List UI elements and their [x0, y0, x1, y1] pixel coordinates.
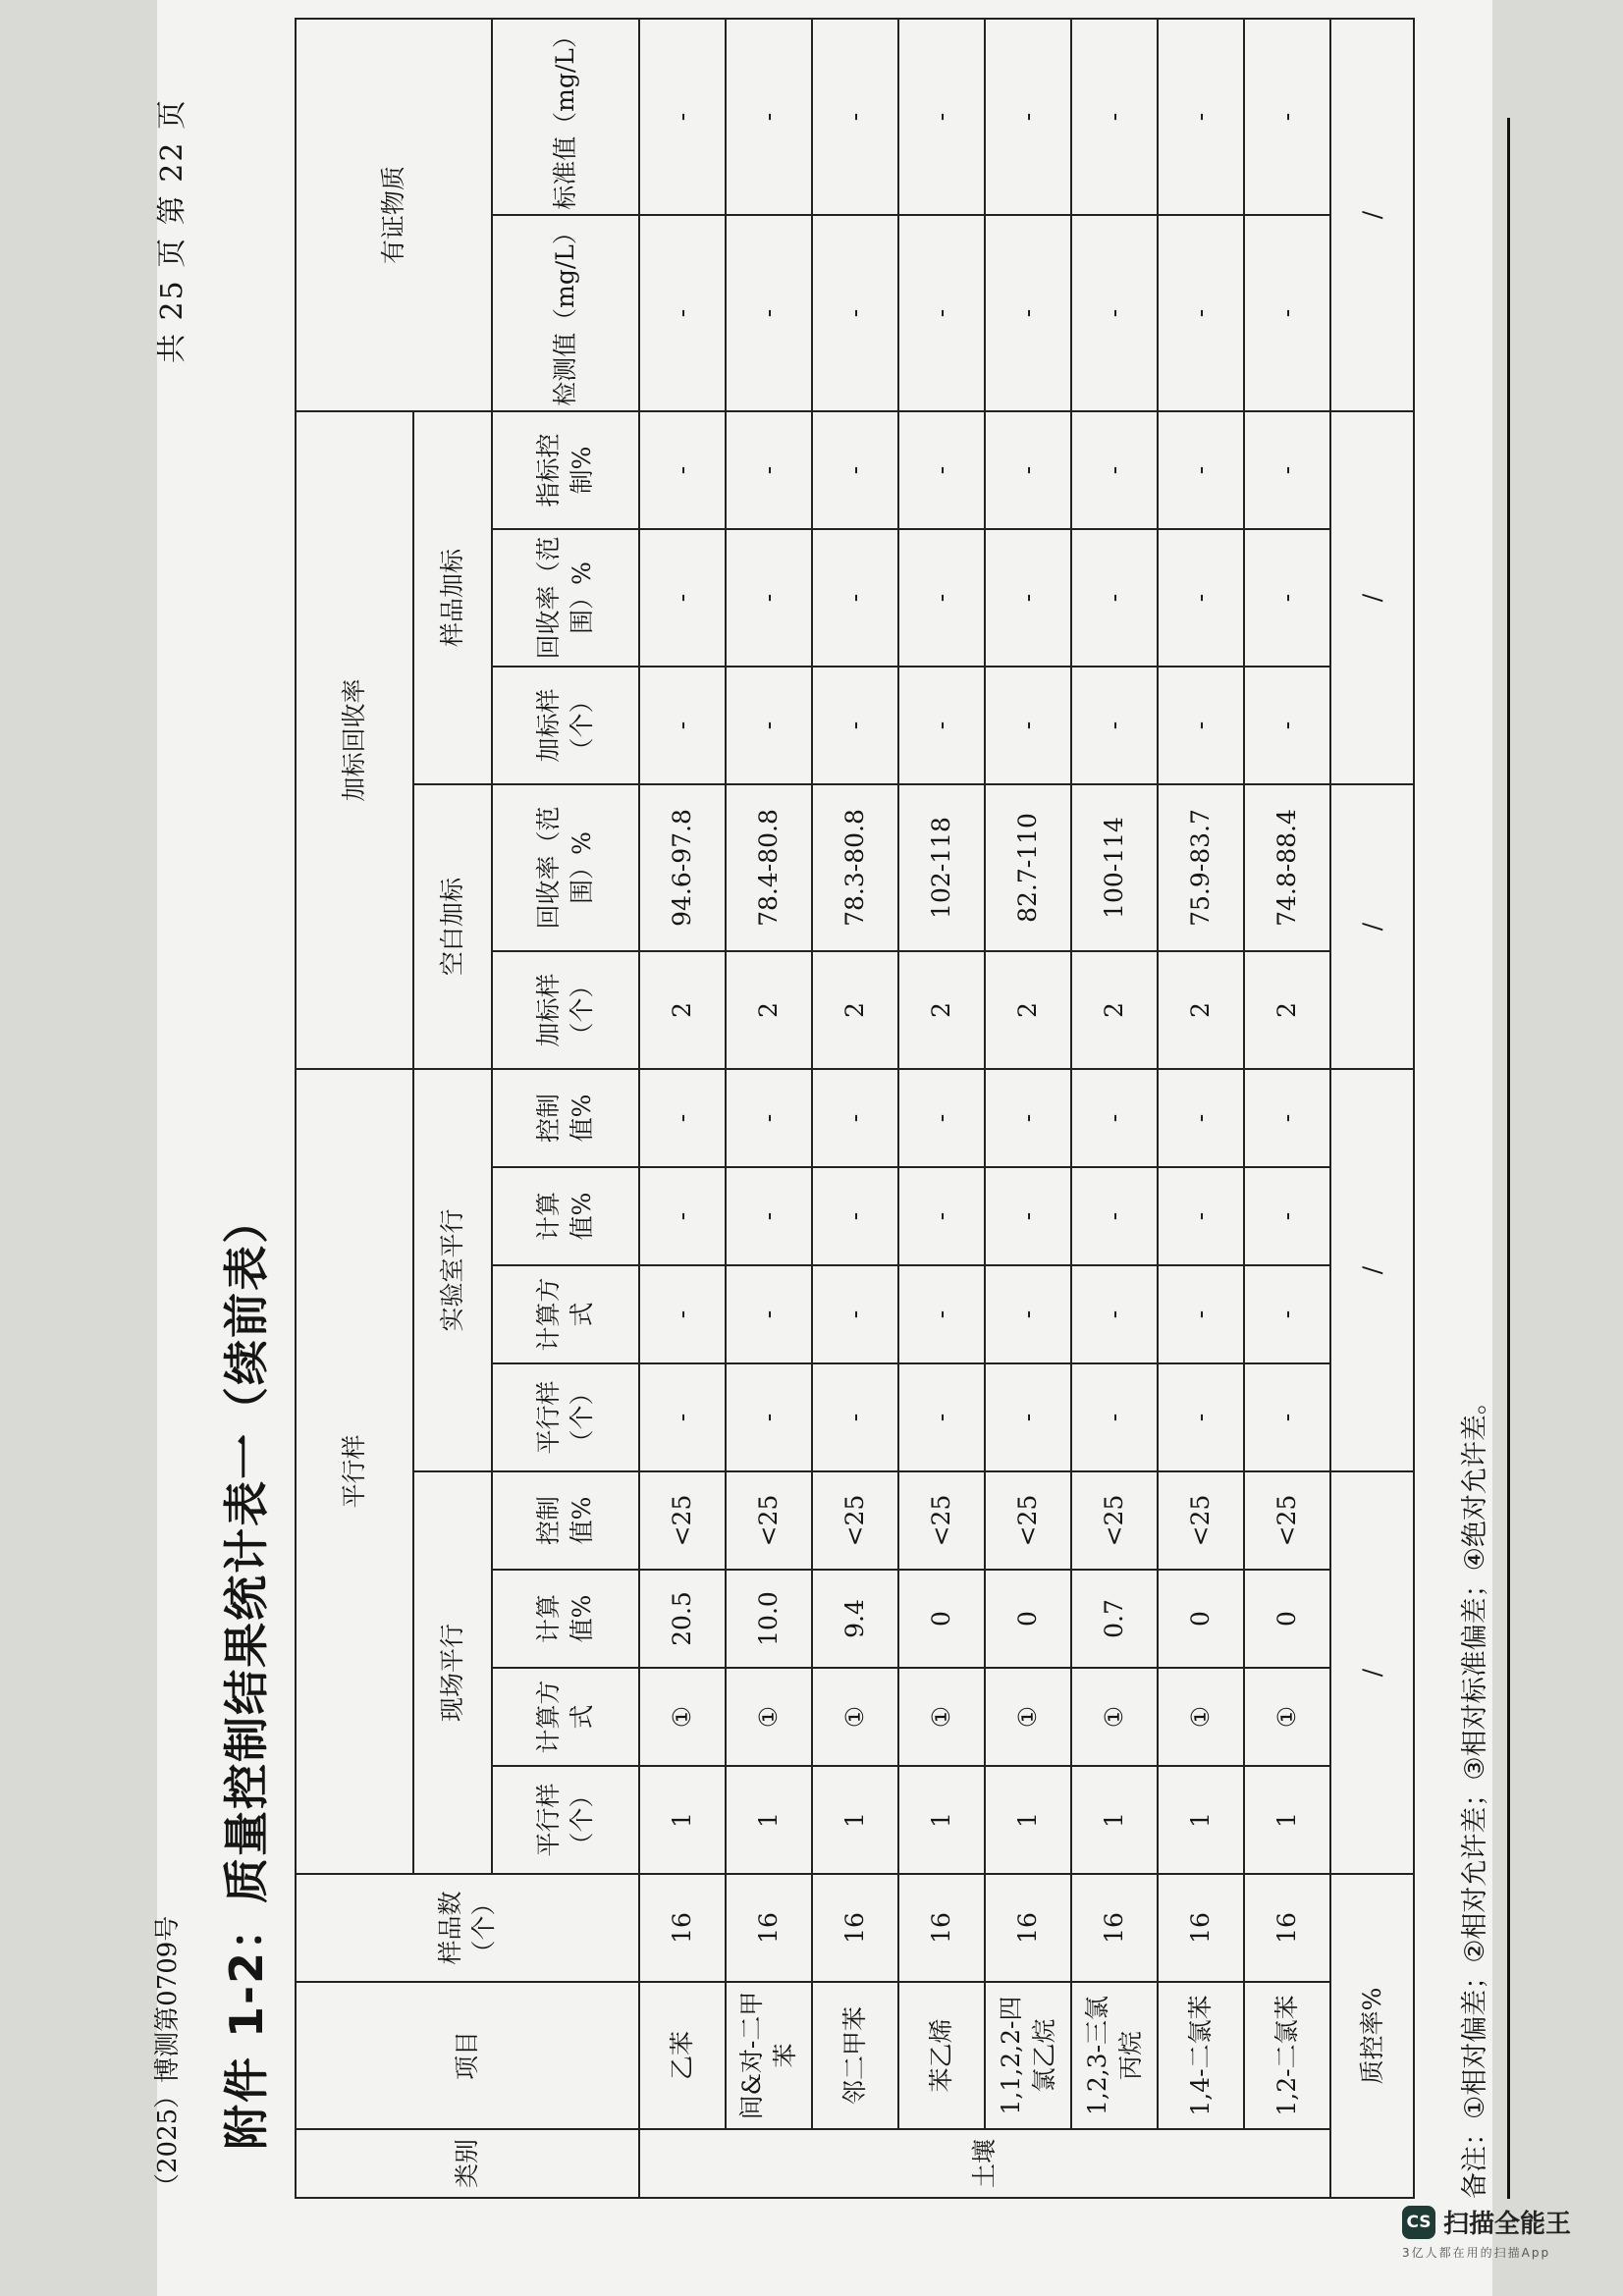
scanner-watermark — [1402, 2204, 1571, 2261]
cell-fp-n: 1 — [898, 1766, 985, 1874]
cell-lp-v: - — [1158, 1167, 1244, 1265]
cell-ms-c: - — [1244, 411, 1330, 529]
cell-ms-c: - — [1071, 411, 1158, 529]
cell-fp-c: <25 — [1158, 1471, 1244, 1570]
cell-bs-r: 75.9-83.7 — [1158, 784, 1244, 951]
cell-lp-m: - — [985, 1265, 1071, 1363]
header-matrix-spike: 样品加标 — [413, 411, 492, 784]
header-lab-control: 控制值% — [492, 1069, 639, 1167]
header-matrix-spike-n: 加标样（个） — [492, 667, 639, 784]
qc-rate-crm: / — [1330, 19, 1414, 411]
camscanner-logo-icon: CS — [1402, 2206, 1435, 2239]
cell-crm-s: - — [985, 19, 1071, 215]
cell-ms-n: - — [1244, 667, 1330, 784]
table-notes: 备注：①相对偏差；②相对允许差；③相对标准偏差；④绝对允许差。 — [1460, 1388, 1490, 2199]
header-category: 类别 — [296, 2129, 639, 2198]
cell-bs-r: 100-114 — [1071, 784, 1158, 951]
cell-bs-n: 2 — [812, 951, 898, 1069]
cell-fp-c: <25 — [898, 1471, 985, 1570]
cell-n: 16 — [985, 1874, 1071, 1982]
cell-lp-c: - — [639, 1069, 726, 1167]
cell-crm-m: - — [985, 215, 1071, 411]
cell-n: 16 — [726, 1874, 812, 1982]
cell-lp-m: - — [1071, 1265, 1158, 1363]
watermark-slogan: 3亿人都在用的扫描App — [1402, 2246, 1551, 2260]
cell-ms-c: - — [898, 411, 985, 529]
cell-ms-n: - — [1071, 667, 1158, 784]
cell-crm-m: - — [812, 215, 898, 411]
cell-crm-m: - — [1244, 215, 1330, 411]
header-parallel: 平行样 — [296, 1069, 413, 1874]
table-row — [1244, 19, 1330, 2198]
cell-fp-n: 1 — [1158, 1766, 1244, 1874]
cell-fp-v: 0 — [985, 1570, 1071, 1668]
cell-bs-n: 2 — [898, 951, 985, 1069]
cell-fp-c: <25 — [1071, 1471, 1158, 1570]
cell-item: 邻二甲苯 — [812, 1982, 898, 2129]
table-row — [898, 19, 985, 2198]
qc-rate-row — [1330, 19, 1414, 2198]
header-field-par-n: 平行样（个） — [492, 1766, 639, 1874]
cell-crm-m: - — [639, 215, 726, 411]
cell-ms-c: - — [812, 411, 898, 529]
cell-fp-m: ① — [1071, 1668, 1158, 1766]
table-row — [726, 19, 812, 2198]
cell-crm-s: - — [726, 19, 812, 215]
page-info: 共 25 页 第 22 页 — [155, 98, 189, 364]
cell-lp-m: - — [1244, 1265, 1330, 1363]
header-blank-spike: 空白加标 — [413, 784, 492, 1069]
cell-fp-v: 10.0 — [726, 1570, 812, 1668]
cell-ms-n: - — [898, 667, 985, 784]
category-cell: 土壤 — [639, 2129, 1330, 2198]
cell-lp-v: - — [639, 1167, 726, 1265]
cell-lp-c: - — [1158, 1069, 1244, 1167]
cell-n: 16 — [1158, 1874, 1244, 1982]
cell-fp-m: ① — [1244, 1668, 1330, 1766]
cell-fp-c: <25 — [812, 1471, 898, 1570]
cell-fp-c: <25 — [1244, 1471, 1330, 1570]
qc-rate-label: 质控率% — [1330, 1874, 1414, 2198]
cell-ms-r: - — [898, 529, 985, 667]
cell-item: 1,4-二氯苯 — [1158, 1982, 1244, 2129]
document-page — [147, 24, 1623, 2209]
cell-ms-c: - — [985, 411, 1071, 529]
table-title: 附件 1-2：质量控制结果统计表一（续前表） — [220, 1196, 273, 2150]
cell-lp-m: - — [1158, 1265, 1244, 1363]
cell-ms-n: - — [726, 667, 812, 784]
cell-ms-r: - — [985, 529, 1071, 667]
cell-ms-r: - — [1158, 529, 1244, 667]
cell-ms-r: - — [1071, 529, 1158, 667]
cell-item: 1,2-二氯苯 — [1244, 1982, 1330, 2129]
cell-ms-n: - — [1158, 667, 1244, 784]
cell-crm-s: - — [639, 19, 726, 215]
table-row — [1071, 19, 1158, 2198]
header-item: 项目 — [296, 1982, 639, 2129]
header-lab-calc-method: 计算方式 — [492, 1265, 639, 1363]
cell-fp-m: ① — [726, 1668, 812, 1766]
table-row — [812, 19, 898, 2198]
cell-lp-c: - — [898, 1069, 985, 1167]
cell-n: 16 — [639, 1874, 726, 1982]
cell-n: 16 — [1071, 1874, 1158, 1982]
cell-ms-c: - — [1158, 411, 1244, 529]
cell-lp-m: - — [726, 1265, 812, 1363]
cell-lp-n: - — [1071, 1363, 1158, 1471]
cell-ms-r: - — [726, 529, 812, 667]
cell-crm-m: - — [726, 215, 812, 411]
cell-lp-c: - — [726, 1069, 812, 1167]
cell-lp-c: - — [812, 1069, 898, 1167]
cell-bs-r: 74.8-88.4 — [1244, 784, 1330, 951]
cell-fp-v: 0.7 — [1071, 1570, 1158, 1668]
cell-ms-c: - — [726, 411, 812, 529]
cell-crm-s: - — [898, 19, 985, 215]
cell-fp-c: <25 — [726, 1471, 812, 1570]
cell-ms-r: - — [1244, 529, 1330, 667]
cell-fp-m: ① — [812, 1668, 898, 1766]
cell-item: 苯乙烯 — [898, 1982, 985, 2129]
header-sample-count: 样品数（个） — [296, 1874, 639, 1982]
cell-lp-n: - — [898, 1363, 985, 1471]
cell-lp-n: - — [639, 1363, 726, 1471]
table-row — [985, 19, 1071, 2198]
table-row — [639, 19, 726, 2198]
cell-lp-n: - — [1158, 1363, 1244, 1471]
cell-ms-r: - — [812, 529, 898, 667]
qc-rate-blank: / — [1330, 784, 1414, 1069]
header-lab-parallel: 实验室平行 — [413, 1069, 492, 1471]
watermark-app-name: 扫描全能王 — [1443, 2210, 1572, 2239]
header-matrix-recovery: 回收率（范围）% — [492, 529, 639, 667]
cell-item: 1,1,2,2-四氯乙烷 — [985, 1982, 1071, 2129]
cell-lp-m: - — [898, 1265, 985, 1363]
cell-bs-r: 82.7-110 — [985, 784, 1071, 951]
cell-ms-n: - — [985, 667, 1071, 784]
header-lab-par-n: 平行样（个） — [492, 1363, 639, 1471]
cell-lp-v: - — [1071, 1167, 1158, 1265]
cell-n: 16 — [898, 1874, 985, 1982]
cell-lp-v: - — [726, 1167, 812, 1265]
cell-fp-m: ① — [639, 1668, 726, 1766]
cell-lp-v: - — [812, 1167, 898, 1265]
cell-lp-n: - — [1244, 1363, 1330, 1471]
cell-lp-c: - — [1071, 1069, 1158, 1167]
cell-n: 16 — [812, 1874, 898, 1982]
cell-ms-n: - — [639, 667, 726, 784]
cell-lp-n: - — [812, 1363, 898, 1471]
cell-fp-v: 0 — [1158, 1570, 1244, 1668]
cell-fp-n: 1 — [726, 1766, 812, 1874]
cell-bs-r: 102-118 — [898, 784, 985, 951]
cell-bs-r: 78.4-80.8 — [726, 784, 812, 951]
cell-crm-s: - — [812, 19, 898, 215]
cell-fp-n: 1 — [1071, 1766, 1158, 1874]
cell-lp-n: - — [726, 1363, 812, 1471]
cell-crm-s: - — [1071, 19, 1158, 215]
cell-bs-n: 2 — [985, 951, 1071, 1069]
cell-crm-m: - — [1071, 215, 1158, 411]
cell-crm-s: - — [1244, 19, 1330, 215]
cell-fp-v: 0 — [1244, 1570, 1330, 1668]
header-blank-spike-n: 加标样（个） — [492, 951, 639, 1069]
header-field-calc-value: 计算值% — [492, 1570, 639, 1668]
cell-crm-m: - — [1158, 215, 1244, 411]
header-crm-standard: 标准值（mg/L） — [492, 19, 639, 215]
qc-rate-field: / — [1330, 1471, 1414, 1874]
cell-fp-c: <25 — [985, 1471, 1071, 1570]
cell-lp-c: - — [985, 1069, 1071, 1167]
cell-fp-n: 1 — [639, 1766, 726, 1874]
cell-bs-n: 2 — [1071, 951, 1158, 1069]
cell-fp-v: 0 — [898, 1570, 985, 1668]
cell-crm-m: - — [898, 215, 985, 411]
cell-bs-n: 2 — [1158, 951, 1244, 1069]
cell-fp-v: 20.5 — [639, 1570, 726, 1668]
cell-bs-n: 2 — [726, 951, 812, 1069]
header-spike-recovery: 加标回收率 — [296, 411, 413, 1069]
cell-ms-c: - — [639, 411, 726, 529]
cell-item: 1,2,3-三氯丙烷 — [1071, 1982, 1158, 2129]
cell-lp-v: - — [985, 1167, 1071, 1265]
table-row — [1158, 19, 1244, 2198]
cell-n: 16 — [1244, 1874, 1330, 1982]
qc-rate-matrix: / — [1330, 411, 1414, 784]
cell-bs-n: 2 — [639, 951, 726, 1069]
cell-fp-m: ① — [898, 1668, 985, 1766]
cell-lp-m: - — [639, 1265, 726, 1363]
qc-rate-lab: / — [1330, 1069, 1414, 1471]
header-crm-measured: 检测值（mg/L） — [492, 215, 639, 411]
cell-bs-n: 2 — [1244, 951, 1330, 1069]
cell-fp-v: 9.4 — [812, 1570, 898, 1668]
bottom-rule — [1507, 118, 1510, 2199]
header-lab-calc-value: 计算值% — [492, 1167, 639, 1265]
header-blank-recovery: 回收率（范围）% — [492, 784, 639, 951]
report-number: （2025）博测第0709号 — [153, 1915, 183, 2199]
cell-item: 间&对-二甲苯 — [726, 1982, 812, 2129]
header-certified-material: 有证物质 — [296, 19, 492, 411]
cell-lp-c: - — [1244, 1069, 1330, 1167]
cell-fp-n: 1 — [812, 1766, 898, 1874]
cell-lp-v: - — [1244, 1167, 1330, 1265]
cell-bs-r: 94.6-97.8 — [639, 784, 726, 951]
qc-statistics-table — [295, 18, 1415, 2199]
cell-item: 乙苯 — [639, 1982, 726, 2129]
cell-ms-r: - — [639, 529, 726, 667]
cell-ms-n: - — [812, 667, 898, 784]
cell-fp-n: 1 — [985, 1766, 1071, 1874]
header-field-control: 控制值% — [492, 1471, 639, 1570]
cell-lp-v: - — [898, 1167, 985, 1265]
cell-fp-n: 1 — [1244, 1766, 1330, 1874]
header-field-calc-method: 计算方式 — [492, 1668, 639, 1766]
cell-fp-m: ① — [1158, 1668, 1244, 1766]
cell-lp-m: - — [812, 1265, 898, 1363]
header-matrix-index-control: 指标控制% — [492, 411, 639, 529]
cell-bs-r: 78.3-80.8 — [812, 784, 898, 951]
cell-fp-m: ① — [985, 1668, 1071, 1766]
cell-fp-c: <25 — [639, 1471, 726, 1570]
cell-crm-s: - — [1158, 19, 1244, 215]
header-field-parallel: 现场平行 — [413, 1471, 492, 1874]
cell-lp-n: - — [985, 1363, 1071, 1471]
